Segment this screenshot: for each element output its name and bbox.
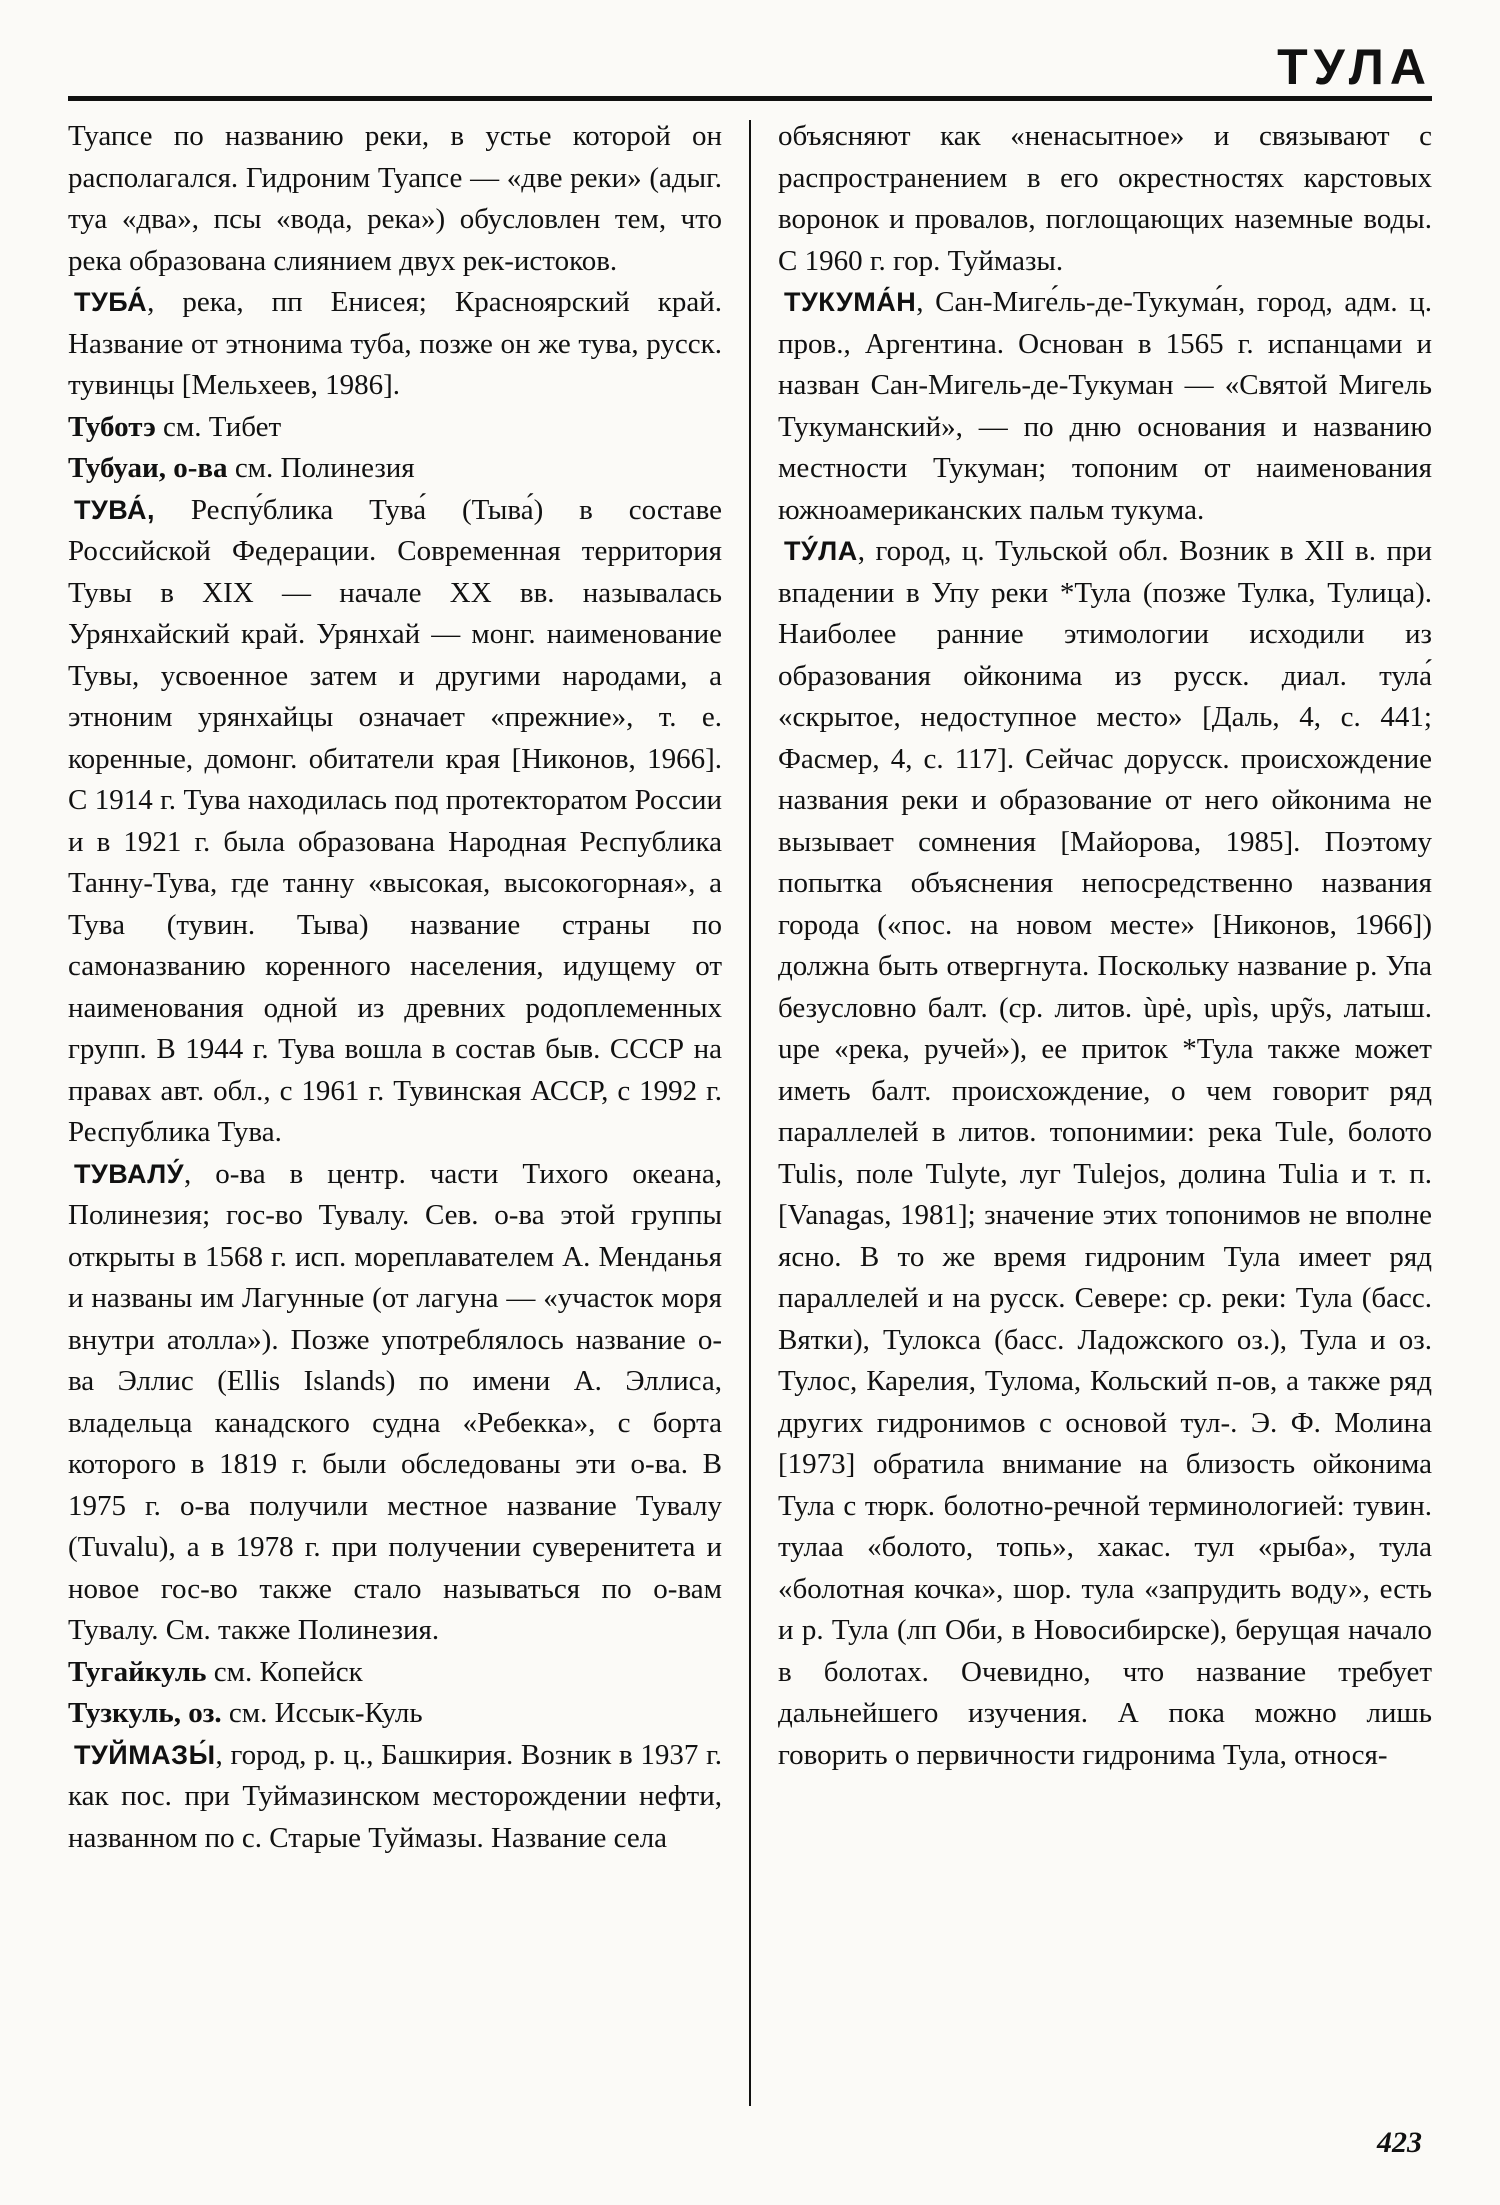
dictionary-entry	[68, 448, 722, 490]
entry-text: , о-ва в центр. части Тихого океана, Полинезия; гос-во Тувалу. Сев. о-ва этой группы открыты в 1568 г. исп. мореплавателем А. Менданья и названы им Лагунные (от лагуна — «участок моря внутри атолла»). Позже употреблялось название о-ва Эллис (Ellis Islands) по имени А. Эллиса, владельца канадского судна «Ребекка», с борта которого в 1819 г. были обследованы эти о-ва. В 1975 г. о-ва получили местное название Тувалу (Tuvalu), а в 1978 г. при получении суверенитета и новое гос-во также стало называться по о-вам Тувалу. См. также Полинезия.	[68, 1157, 722, 1646]
running-head: ТУЛА	[1277, 39, 1432, 95]
dictionary-entry	[68, 282, 722, 407]
entry-headword: Тузкуль, оз.	[68, 1697, 222, 1729]
entry-headword: Туботэ	[68, 410, 156, 443]
entry-headword: Тубуаи, о-ва	[68, 452, 228, 484]
entry-text: , город, р. ц., Башкирия. Возник в 1937 г. как пос. при Туймазинском месторождении нефти, названном по с. Старые Туймазы. Название села	[68, 1738, 722, 1854]
page-header	[68, 38, 1432, 96]
dictionary-entry	[68, 1735, 722, 1860]
entry-text: см. Тибет	[155, 410, 282, 443]
header-rule	[68, 96, 1432, 101]
dictionary-entry	[68, 1154, 722, 1652]
dictionary-entry	[68, 490, 722, 1154]
right-column	[778, 116, 1432, 2106]
entry-headword: ТУЙМАЗЫ́	[74, 1739, 216, 1770]
left-column	[68, 116, 722, 2106]
entry-text: см. Копейск	[206, 1655, 363, 1688]
dictionary-entry	[68, 116, 722, 282]
dictionary-entry	[778, 282, 1432, 531]
entry-headword: ТУВА́,	[74, 494, 155, 525]
entry-text: , Сан-Миге́ль-де-Тукума́н, город, адм. ц. пров., Аргентина. Основан в 1565 г. испанцами и назван Сан-Мигель-де-Тукуман — «Святой Мигель Тукуманский», — по дню основания и названию местности Тукуман; топоним от наименования южноамериканских пальм тукума.	[778, 286, 1432, 526]
dictionary-entry	[68, 407, 722, 449]
entry-text: объясняют как «ненасытное» и связывают с распространением в его окрестностях карстовых воронок и провалов, поглощающих наземные воды. С 1960 г. гор. Туймазы.	[778, 120, 1432, 277]
entry-headword: ТУБА́	[74, 287, 148, 317]
entry-text: Респу́блика Тува́ (Тыва́) в составе Российской Федерации. Современная территория Тувы в XIX — начале XX вв. называлась Урянхайский край. Урянхай — монг. наименование Тувы, усвоенное затем и другими народами, а этноним урянхайцы означает «прежние», т. е. коренные, домонг. обитатели края [Никонов, 1966]. С 1914 г. Тува находилась под протекторатом России и в 1921 г. была образована Народная Республика Танну-Тува, где танну «высокая, высокогорная», а Тува (тувин. Тыва) название страны по самоназванию коренного населения, идущему от наименования одной из древних родоплеменных групп. В 1944 г. Тува вошла в состав быв. СССР на правах авт. обл., с 1961 г. Тувинская АССР, с 1992 г. Республика Тува.	[68, 493, 722, 1148]
dictionary-entry	[778, 116, 1432, 282]
entry-headword: ТУВАЛУ́	[74, 1158, 185, 1189]
dictionary-entry	[778, 531, 1432, 1776]
entry-text: , город, ц. Тульской обл. Возник в XII в. при впадении в Упу реки *Тула (позже Тулка, Тулица). Наиболее ранние этимологии исходили из образования ойконима из русск. диал. тула́ «скрытое, недоступное место» [Даль, 4, с. 441; Фасмер, 4, с. 117]. Сейчас дорусск. происхождение названия реки и образование от него ойконима не вызывает сомнения [Майорова, 1985]. Поэтому попытка объяснения непосредственно названия города («пос. на новом месте» [Никонов, 1966]) должна быть отвергнута. Поскольку название р. Упа безусловно балт. (ср. литов. ùpė, upìs, upỹs, латыш. upe «река, ручей»), ее приток *Тула также может иметь балт. происхождение, о чем говорит ряд параллелей в литов. топонимии: река Tule, болото Tulis, поле Tulyte, луг Tulejos, долина Tulia и т. п. [Vanagas, 1981]; значение этих топонимов не вполне ясно. В то же время гидроним Тула имеет ряд параллелей и на русск. Севере: ср. реки: Тула (басс. Вятки), Тулокса (басс. Ладожского оз.), Тула и оз. Тулос, Карелия, Тулома, Кольский п-ов, а также ряд других гидронимов с основой тул-. Э. Ф. Молина [1973] обратила внимание на близость ойконима Тула с тюрк. болотно-речной терминологией: тувин. тулаа «болото, топь», хакас. тул «рыба», тула «болотная кочка», шор. тула «запрудить воду», есть и р. Тула (лп Оби, в Новосибирске), берущая начало в болотах. Очевидно, что название требует дальнейшего изучения. А пока можно лишь говорить о первичности гидронима Тула, относя-	[778, 535, 1432, 1771]
entry-text: , река, пп Енисея; Красноярский край. Название от этнонима туба, позже он же тува, русск. тувинцы [Мельхеев, 1986].	[68, 286, 722, 401]
dictionary-entry	[68, 1652, 722, 1694]
entry-headword: ТУКУМА́Н	[784, 287, 917, 317]
entry-headword: Тугайкуль	[68, 1655, 207, 1688]
page-number: 423	[1377, 2126, 1422, 2159]
dictionary-entry	[68, 1693, 722, 1735]
entry-text: см. Полинезия	[227, 452, 415, 484]
column-divider	[749, 120, 751, 2106]
entry-text: Туапсе по названию реки, в устье которой он располагался. Гидроним Туапсе — «две реки» (адыг. туа «два», псы «вода, река») обусловлен тем, что река образована слиянием двух рек-истоков.	[68, 120, 722, 277]
entry-text: см. Иссык-Куль	[221, 1697, 423, 1729]
entry-headword: ТУ́ЛА	[784, 536, 858, 566]
text-columns	[68, 116, 1432, 2106]
